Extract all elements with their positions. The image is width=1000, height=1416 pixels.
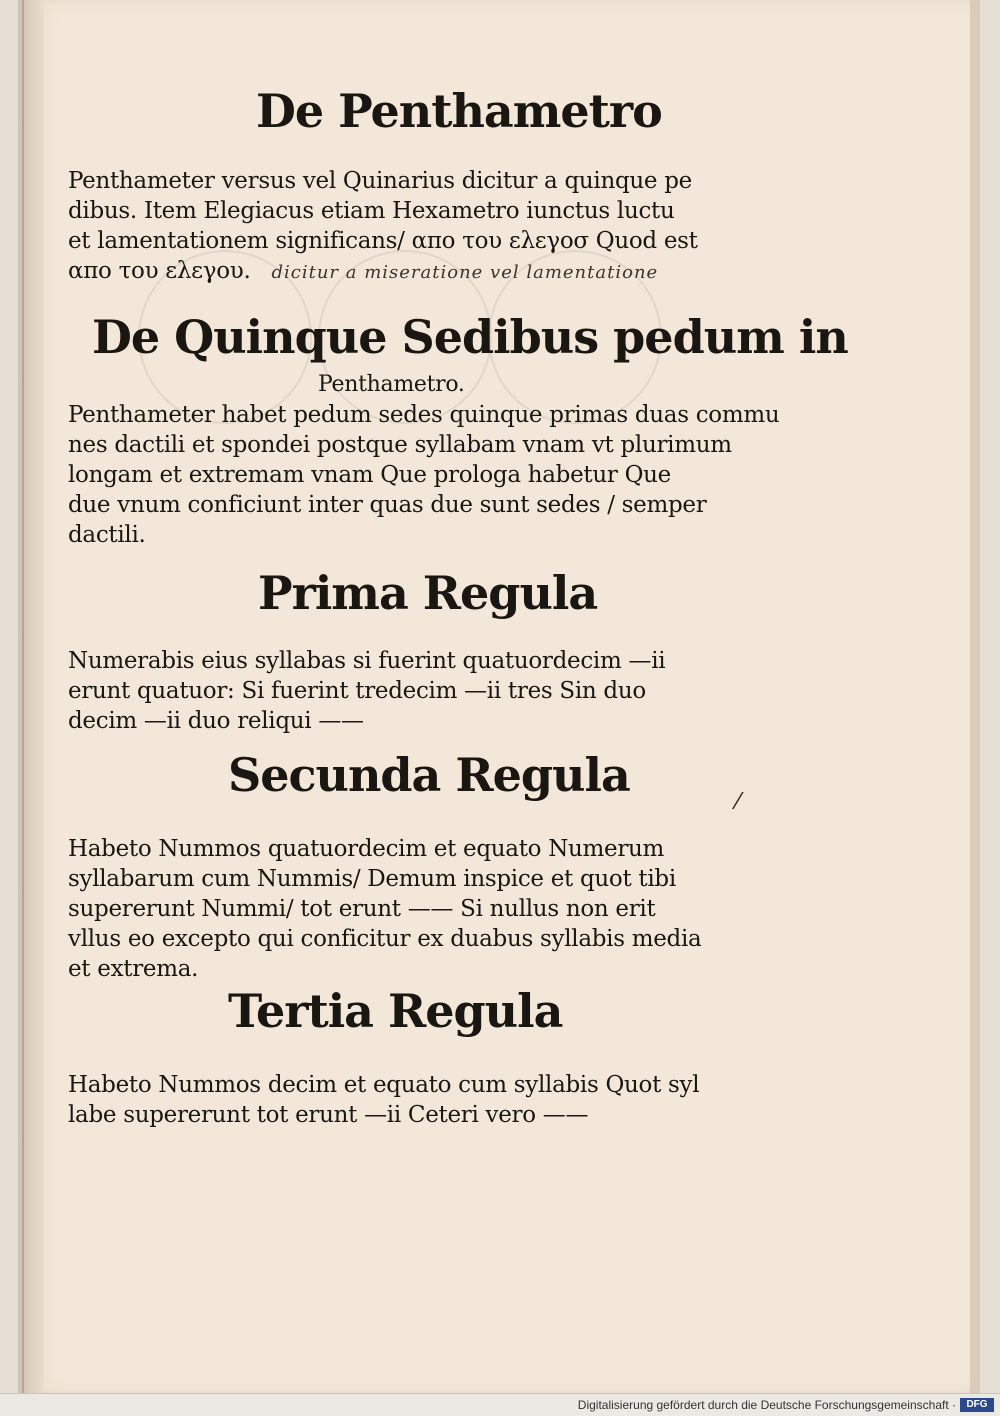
- heading-prima-regula: Prima Regula: [258, 566, 598, 620]
- paragraph-secunda-regula: [68, 834, 838, 984]
- text-line: labe supererunt tot erunt —ii Ceteri vero ——: [68, 1102, 589, 1128]
- page-fore-edge: [970, 0, 980, 1393]
- paragraph-prima-regula: [68, 646, 838, 736]
- text-line: Numerabis eius syllabas si fuerint quatuordecim —ii: [68, 648, 666, 674]
- text-fragment: απο του ελεγου.: [68, 258, 251, 284]
- text-line: supererunt Nummi/ tot erunt —— Si nullus non erit: [68, 896, 656, 922]
- heading-de-quinque-sedibus: De Quinque Sedibus pedum in: [92, 310, 848, 364]
- paragraph-penthametro: [68, 166, 838, 288]
- text-line: nes dactili et spondei postque syllabam vnam vt plurimum: [68, 432, 732, 458]
- text-line: Penthameter versus vel Quinarius dicitur a quinque pe: [68, 168, 692, 194]
- text-line: erunt quatuor: Si fuerint tredecim —ii tres Sin duo: [68, 678, 646, 704]
- text-line: dactili.: [68, 522, 146, 548]
- text-line: et extrema.: [68, 956, 199, 982]
- text-line: [68, 256, 838, 288]
- text-line: Penthameter habet pedum sedes quinque primas duas commu: [68, 402, 780, 428]
- text-line: longam et extremam vnam Que prologa habetur Que: [68, 462, 671, 488]
- marginal-mark: ⁄: [736, 790, 740, 815]
- text-line: et lamentationem significans/ απο του ελεγοσ Quod est: [68, 228, 698, 254]
- heading-de-penthametro: De Penthametro: [256, 84, 662, 138]
- paragraph-sedes: [68, 400, 838, 550]
- footer-credit: Digitalisierung gefördert durch die Deutsche Forschungsgemeinschaft ·: [577, 1398, 956, 1412]
- text-line: syllabarum cum Nummis/ Demum inspice et quot tibi: [68, 866, 676, 892]
- dfg-logo: DFG: [960, 1398, 994, 1412]
- heading-secunda-regula: Secunda Regula: [228, 748, 630, 802]
- heading-tertia-regula: Tertia Regula: [228, 984, 563, 1038]
- text-line: dibus. Item Elegiacus etiam Hexametro iunctus luctu: [68, 198, 675, 224]
- text-line: Habeto Nummos decim et equato cum syllabis Quot syl: [68, 1072, 700, 1098]
- book-page: [18, 0, 980, 1393]
- text-line: decim —ii duo reliqui ——: [68, 708, 364, 734]
- text-line: Habeto Nummos quatuordecim et equato Numerum: [68, 836, 665, 862]
- digitization-footer: [0, 1393, 1000, 1416]
- paragraph-tertia-regula: [68, 1070, 838, 1130]
- text-line: due vnum conficiunt inter quas due sunt sedes / semper: [68, 492, 707, 518]
- text-line: vllus eo excepto qui conficitur ex duabus syllabis media: [68, 926, 702, 952]
- heading-penthametro-subline: Penthametro.: [318, 372, 465, 397]
- handwritten-annotation: dicitur a miseratione vel lamentatione: [271, 262, 659, 283]
- gutter-fold-line: [22, 0, 24, 1393]
